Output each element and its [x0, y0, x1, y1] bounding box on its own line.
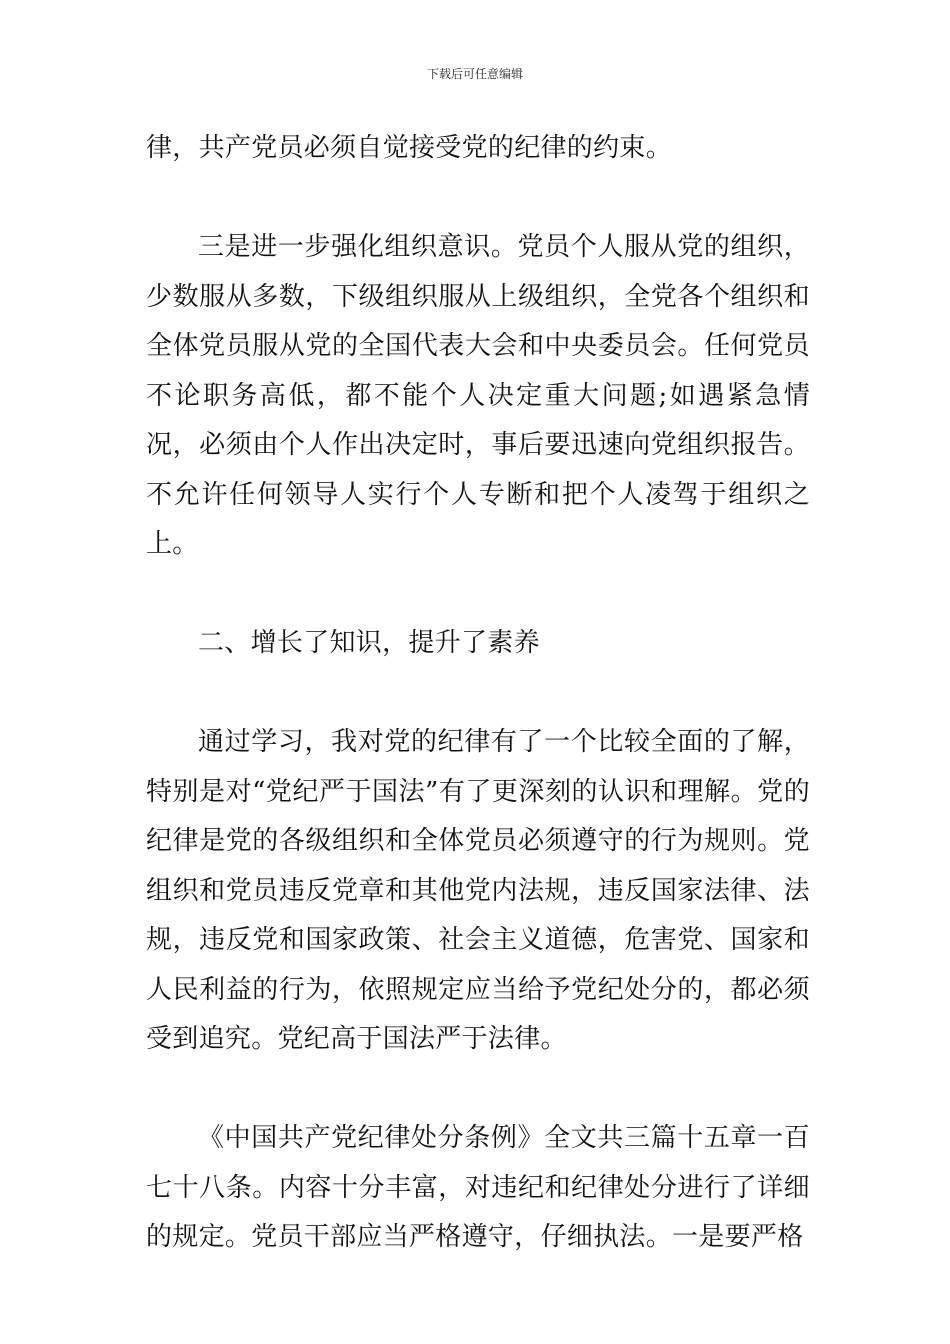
paragraph-spacer	[146, 1065, 810, 1115]
paragraph-discipline-understanding: 通过学习，我对党的纪律有了一个比较全面的了解，特别是对“党纪严于国法”有了更深刻的认识和理解。党的纪律是党的各级组织和全体党员必须遵守的行为规则。党组织和党员违反党章和其他党内法规，违反国家法律、法规，违反党和国家政策、社会主义道德，危害党、国家和人民利益的行为，依照规定应当给予党纪处分的，都必须受到追究。党纪高于国法严于法律。	[146, 727, 810, 1054]
paragraph-regulations: 《中国共产党纪律处分条例》全文共三篇十五章一百七十八条。内容十分丰富，对违纪和纪律处分进行了详细的规定。党员干部应当严格遵守，仔细执法。一是要严格	[146, 1123, 810, 1252]
paragraph-spacer	[146, 570, 810, 620]
header-note: 下载后可任意编辑	[426, 67, 523, 81]
document-body	[146, 124, 810, 1263]
paragraph-organization-awareness: 三是进一步强化组织意识。党员个人服从党的组织，少数服从多数，下级组织服从上级组织，全党各个组织和全体党员服从党的全国代表大会和中央委员会。任何党员不论职务高低，都不能个人决定重大问题;如遇紧急情况，必须由个人作出决定时，事后要迅速向党组织报告。不允许任何领导人实行个人专断和把个人凌驾于组织之上。	[146, 232, 810, 559]
paragraph-spacer	[146, 669, 810, 719]
section-heading: 二、增长了知识，提升了素养	[198, 628, 540, 658]
paragraph-continuation: 律，共产党员必须自觉接受党的纪律的约束。	[146, 133, 673, 163]
paragraph-spacer	[146, 174, 810, 224]
